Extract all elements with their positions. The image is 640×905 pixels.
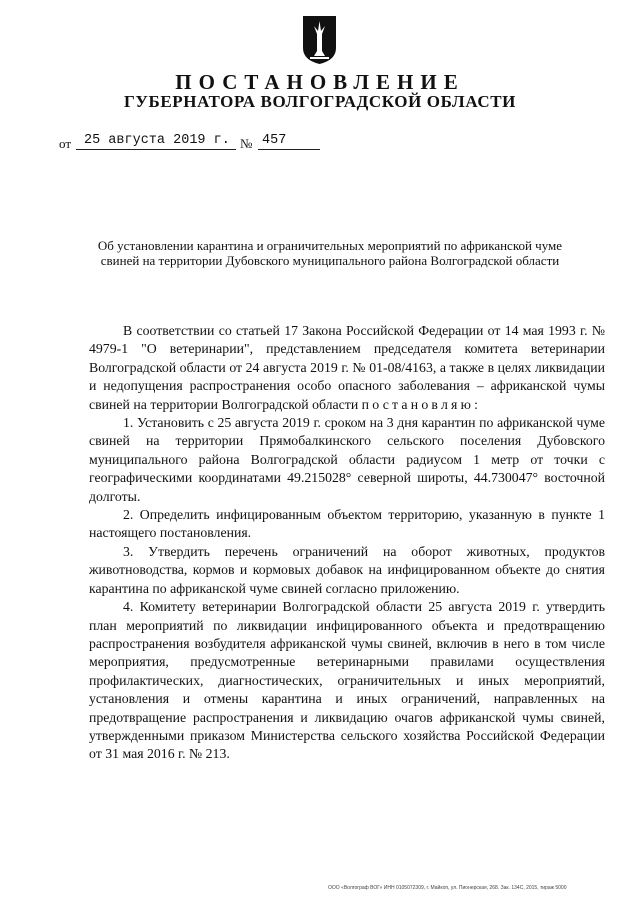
- page-title: ПОСТАНОВЛЕНИЕ: [175, 70, 465, 94]
- number-underline: [258, 149, 320, 150]
- page-subtitle: ГУБЕРНАТОРА ВОЛГОГРАДСКОЙ ОБЛАСТИ: [124, 92, 516, 111]
- volgograd-region-emblem-icon: [301, 14, 338, 66]
- list-item: 2. Определить инфицированным объектом территорию, указанную в пункте 1 настоящего постановления.: [89, 507, 605, 541]
- print-footer: ООО «Волгограф ВОГ» ИНН 0105072309, г. Майкоп, ул. Пионерская, 268. Зак. 134С, 2015, тираж 5000: [328, 885, 567, 891]
- number-value: 457: [262, 133, 287, 148]
- document-body: [89, 322, 605, 764]
- document-title: Об установлении карантина и ограничительных мероприятий по африканской чуме свиней на территории Дубовского муниципального района Волгоградской области: [97, 238, 563, 268]
- date-label: от: [59, 136, 72, 151]
- date-underline: [76, 149, 236, 150]
- list-item: 4. Комитету ветеринарии Волгоградской области 25 августа 2019 г. утвердить план мероприятий по ликвидации инфицированного объекта и предотвращению распространения возбудителя африканской чумы свиней, включив в него в том числе мероприятия, предусмотренные ветеринарными правилами осуществления профилактических, диагностических, ограничительных и иных мероприятий, установления и отмены карантина и иных ограничений, направленных на предотвращение распространения и ликвидацию очагов африканской чумы свиней, утвержденными приказом Министерства сельского хозяйства Российской Федерации от 31 мая 2016 г. № 213.: [89, 599, 605, 762]
- decree-word: постановляю:: [361, 396, 482, 412]
- number-label: №: [240, 136, 253, 151]
- list-item: 3. Утвердить перечень ограничений на оборот животных, продуктов животноводства, кормов и кормовых добавок на инфицированном объекте до снятия карантина по африканской чуме свиней согласно приложению.: [89, 543, 605, 596]
- intro-text: В соответствии со статьей 17 Закона Российской Федерации от 14 мая 1993 г. № 4979-1 "О ветеринарии", представлением председателя комитета ветеринарии Волгоградской области от 24 августа 2019 г. № 01-08/4163, а также в целях ликвидации и недопущения распространения особо опасного заболевания – африканской чумы свиней на территории Волгоградской области: [89, 323, 605, 412]
- intro-paragraph: [89, 322, 605, 414]
- list-item: 1. Установить с 25 августа 2019 г. сроком на 3 дня карантин по африканской чуме свиней на территории Прямобалкинского сельского поселения Дубовского муниципального района Волгоградской области радиусом 1 метр от точки с географическими координатами 49.215028° северной широты, 44.730047° восточной долготы.: [89, 415, 605, 504]
- date-value: 25 августа 2019 г.: [84, 133, 230, 148]
